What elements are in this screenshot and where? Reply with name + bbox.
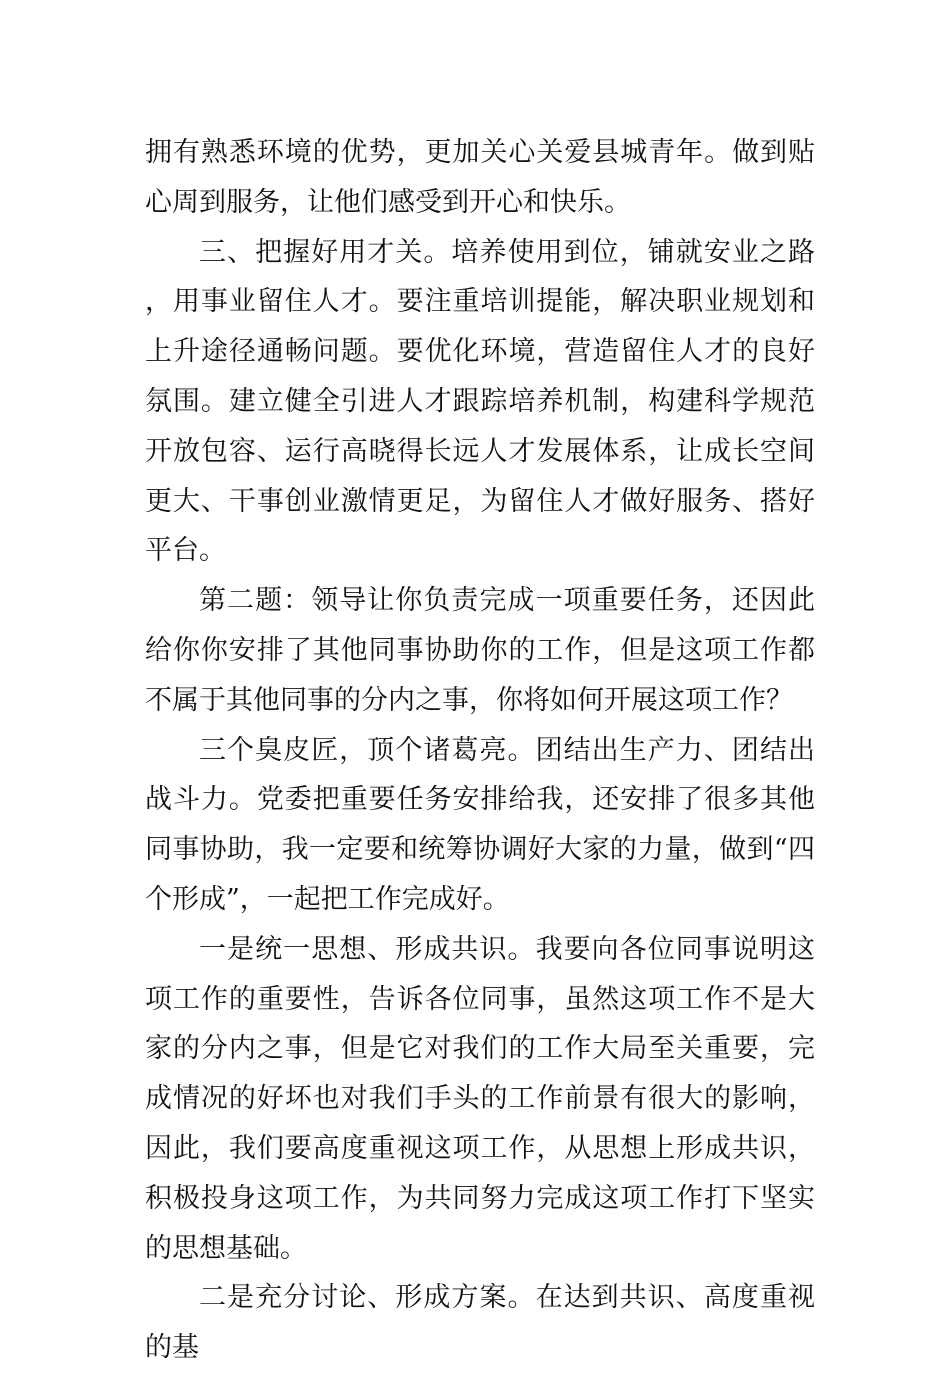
document-body — [145, 128, 815, 1373]
text-line: 一是统一思想、形成共识。我要向各位同事说明这项工 — [145, 933, 815, 1015]
text-line: 二是充分讨论、形成方案。在达到共识、高度重视的基 — [145, 1282, 815, 1364]
text-line: 事业留住人才。要注重培训提能，解决职业规划和上升途 — [145, 286, 816, 368]
text-line: 作的重要性，告诉各位同事，虽然这项工作不是大家的分 — [145, 983, 816, 1065]
text-line: 内之事，但是它对我们的工作大局至关重要，完成情况的 — [145, 1033, 816, 1115]
paragraph — [145, 1273, 815, 1373]
paragraph — [145, 726, 815, 925]
paragraph — [145, 228, 815, 577]
text-line: 径通畅问题。要优化环境，营造留住人才的良好氛围。建 — [145, 336, 816, 417]
text-line: 业激情更足，为留住人才做好服务、搭好平台。 — [145, 485, 816, 567]
text-line: 工作，为共同努力完成这项工作打下坚实的思想基础。 — [145, 1182, 816, 1264]
text-line: 好坏也对我们手头的工作前景有很大的影响，因此，我们 — [145, 1083, 816, 1164]
paragraph — [145, 576, 815, 725]
text-line: 要高度重视这项工作，从思想上形成共识，积极投身这项 — [145, 1132, 816, 1214]
text-line: 力。党委把重要任务安排给我，还安排了很多其他同事协 — [145, 784, 816, 866]
text-line: 助，我一定要和统筹协调好大家的力量，做到“四个形 — [145, 834, 815, 915]
paragraph — [145, 925, 815, 1274]
text-line: 成”，一起把工作完成好。 — [199, 883, 510, 915]
text-line: 其他同事的分内之事，你将如何开展这项工作？ — [226, 684, 793, 716]
text-line: 你安排了其他同事协助你的工作，但是这项工作都不属于 — [145, 634, 816, 716]
text-line: 周到服务，让他们感受到开心和快乐。 — [172, 186, 631, 218]
text-line: 三、把握好用才关。培养使用到位，铺就安业之路，用 — [145, 236, 815, 318]
text-line: 第二题：领导让你负责完成一项重要任务，还因此给你 — [145, 585, 815, 666]
text-line: 运行高晓得长远人才发展体系，让成长空间更大、干事创 — [145, 435, 816, 517]
text-line: 拥有熟悉环境的优势，更加关心关爱县城青年。做到贴心 — [145, 137, 815, 218]
text-line: 三个臭皮匠，顶个诸葛亮。团结出生产力、团结出战斗 — [145, 734, 815, 816]
text-line: 立健全引进人才跟踪培养机制，构建科学规范开放包容、 — [145, 385, 816, 467]
paragraph — [145, 128, 815, 228]
